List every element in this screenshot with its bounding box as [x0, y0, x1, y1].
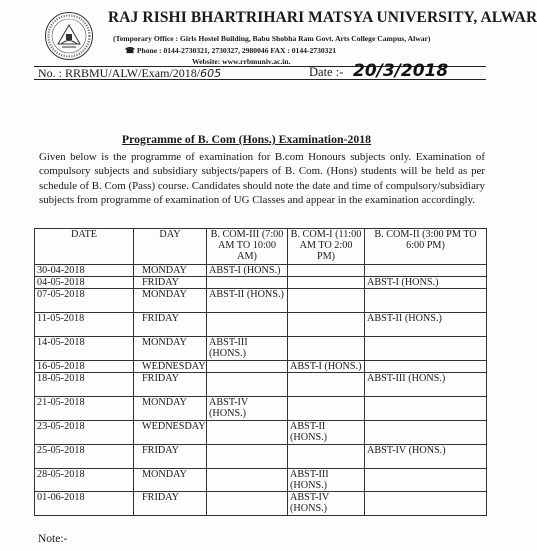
cell-day: MONDAY — [134, 289, 207, 313]
cell-day: FRIDAY — [134, 445, 207, 469]
cell-date: 14-05-2018 — [35, 337, 134, 361]
cell-bcom-iii — [207, 421, 288, 445]
cell-bcom-iii — [207, 492, 288, 516]
date-label: Date :- — [309, 65, 344, 79]
table-row — [35, 373, 487, 397]
table-row — [35, 445, 487, 469]
cell-bcom-ii: ABST-I (HONS.) — [365, 277, 487, 289]
document-title: Programme of B. Com (Hons.) Examination-2018 — [121, 132, 372, 146]
reference-number-prefix: No. : RRBMU/ALW/Exam/2018/ — [38, 66, 201, 80]
cell-bcom-iii: ABST-II (HONS.) — [207, 289, 288, 313]
cell-date: 28-05-2018 — [35, 469, 134, 492]
cell-day: WEDNESDAY — [134, 421, 207, 445]
cell-bcom-iii — [207, 373, 288, 397]
intro-paragraph: Given below is the programme of examination for B.com Honours subjects only. Examination of compulsory subjects and subsidiary subjects/papers of B. Com. (Hons) students will be held as per schedule of B. Com (Pass) course. Candidates should note the date and time of compulsory/subsidiary subjects from programme of examination of UG Classes and appear in the examination accordingly. — [39, 151, 485, 207]
header-bcom-iii: B. COM-III (7:00 AM TO 10:00 AM) — [207, 229, 288, 265]
reference-number-handwritten: 605 — [200, 67, 222, 80]
cell-day: MONDAY — [134, 397, 207, 421]
cell-date: 01-06-2018 — [35, 492, 134, 516]
cell-date: 16-05-2018 — [35, 361, 134, 373]
cell-bcom-iii — [207, 469, 288, 492]
cell-bcom-ii — [365, 337, 487, 361]
cell-bcom-ii — [365, 397, 487, 421]
exam-schedule-table — [34, 228, 487, 516]
table-row — [35, 492, 487, 516]
header-bcom-i: B. COM-I (11:00 AM TO 2:00 PM) — [288, 229, 365, 265]
cell-bcom-iii — [207, 277, 288, 289]
cell-day: MONDAY — [134, 337, 207, 361]
office-address: (Temporary Office : Girls Hostel Building, Babu Shobha Ram Govt. Arts College Campus, Alwar) — [113, 34, 431, 43]
table-row — [35, 397, 487, 421]
table-row — [35, 361, 487, 373]
cell-day: FRIDAY — [134, 277, 207, 289]
cell-date: 11-05-2018 — [35, 313, 134, 337]
cell-date: 04-05-2018 — [35, 277, 134, 289]
cell-bcom-i — [288, 265, 365, 277]
cell-bcom-ii — [365, 265, 487, 277]
cell-day: FRIDAY — [134, 492, 207, 516]
table-row — [35, 421, 487, 445]
cell-day: MONDAY — [134, 469, 207, 492]
cell-bcom-iii: ABST-IV (HONS.) — [207, 397, 288, 421]
cell-bcom-i — [288, 313, 365, 337]
cell-bcom-ii: ABST-II (HONS.) — [365, 313, 487, 337]
cell-bcom-i: ABST-I (HONS.) — [288, 361, 365, 373]
cell-bcom-iii — [207, 361, 288, 373]
table-header-row — [35, 229, 487, 265]
table-row — [35, 289, 487, 313]
cell-day: FRIDAY — [134, 373, 207, 397]
table-row — [35, 337, 487, 361]
note-label: Note:- — [38, 533, 68, 545]
cell-bcom-iii — [207, 445, 288, 469]
cell-date: 18-05-2018 — [35, 373, 134, 397]
cell-day: WEDNESDAY — [134, 361, 207, 373]
cell-bcom-ii: ABST-III (HONS.) — [365, 373, 487, 397]
header-date: DATE — [35, 229, 134, 265]
cell-bcom-iii — [207, 313, 288, 337]
university-name: RAJ RISHI BHARTRIHARI MATSYA UNIVERSITY, ALWAR — [108, 9, 537, 26]
cell-bcom-iii: ABST-I (HONS.) — [207, 265, 288, 277]
cell-day: MONDAY — [134, 265, 207, 277]
header-bcom-ii: B. COM-II (3:00 PM TO 6:00 PM) — [365, 229, 487, 265]
table-row — [35, 469, 487, 492]
website-line: Website: www.rrbmuniv.ac.in. — [192, 57, 291, 66]
cell-bcom-iii: ABST-III (HONS.) — [207, 337, 288, 361]
cell-bcom-i — [288, 445, 365, 469]
cell-bcom-ii — [365, 492, 487, 516]
date-handwritten: 20/3/2018 — [353, 61, 449, 81]
cell-date: 25-05-2018 — [35, 445, 134, 469]
cell-bcom-ii — [365, 361, 487, 373]
table-row — [35, 313, 487, 337]
phone-fax-line — [125, 46, 485, 55]
header-rule-bottom — [34, 79, 486, 80]
cell-bcom-ii — [365, 421, 487, 445]
cell-bcom-i — [288, 397, 365, 421]
cell-bcom-ii — [365, 469, 487, 492]
university-seal-icon — [44, 11, 94, 61]
cell-bcom-i — [288, 277, 365, 289]
cell-bcom-i: ABST-II (HONS.) — [288, 421, 365, 445]
cell-bcom-i — [288, 289, 365, 313]
cell-date: 23-05-2018 — [35, 421, 134, 445]
table-row — [35, 265, 487, 277]
table-row — [35, 277, 487, 289]
cell-day: FRIDAY — [134, 313, 207, 337]
cell-date: 30-04-2018 — [35, 265, 134, 277]
cell-bcom-ii — [365, 289, 487, 313]
header-day: DAY — [134, 229, 207, 265]
cell-bcom-i: ABST-IV (HONS.) — [288, 492, 365, 516]
cell-bcom-ii: ABST-IV (HONS.) — [365, 445, 487, 469]
telephone-icon: ☎ — [125, 46, 135, 55]
phone-fax-text: Phone : 0144-2730321, 2730327, 2980046 FAX : 0144-2730321 — [136, 46, 337, 55]
cell-bcom-i — [288, 373, 365, 397]
cell-date: 07-05-2018 — [35, 289, 134, 313]
cell-bcom-i: ABST-III (HONS.) — [288, 469, 365, 492]
cell-date: 21-05-2018 — [35, 397, 134, 421]
cell-bcom-i — [288, 337, 365, 361]
